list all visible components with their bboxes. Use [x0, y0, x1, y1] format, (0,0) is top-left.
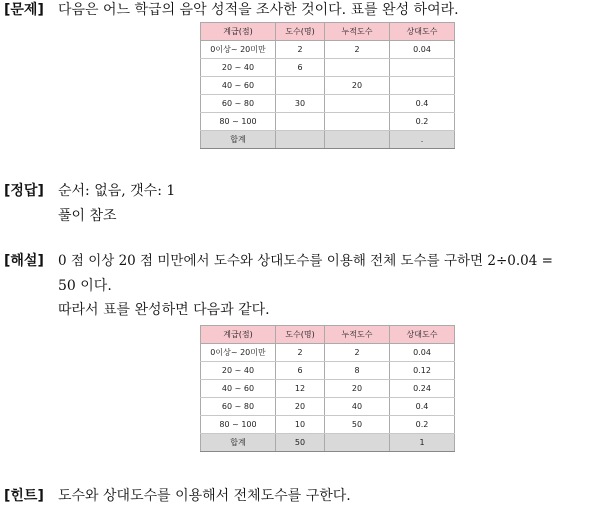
header-relative: 상대도수 [390, 326, 455, 344]
header-class: 계급(점) [201, 326, 276, 344]
cell [390, 59, 455, 77]
cell [325, 131, 390, 149]
problem-table [200, 22, 455, 149]
cell [276, 131, 325, 149]
cell: 20 [325, 380, 390, 398]
cell: 50 [325, 416, 390, 434]
table-row [201, 95, 455, 113]
cell: 2 [276, 344, 325, 362]
header-cumulative: 누적도수 [325, 23, 390, 41]
answer-line-1: 순서: 없음, 갯수: 1 [58, 183, 176, 199]
cell: 0.24 [390, 380, 455, 398]
table-row [201, 41, 455, 59]
table-header-row [201, 326, 455, 344]
cell: 0.2 [390, 416, 455, 434]
cell: 10 [276, 416, 325, 434]
table-row [201, 362, 455, 380]
table-row [201, 77, 455, 95]
cell: 0.12 [390, 362, 455, 380]
cell: 0.2 [390, 113, 455, 131]
table-total-row [201, 434, 455, 452]
header-relative: 상대도수 [390, 23, 455, 41]
header-cumulative: 누적도수 [325, 326, 390, 344]
cell [325, 113, 390, 131]
cell: 2 [325, 41, 390, 59]
cell: 0이상~ 20미만 [201, 41, 276, 59]
cell [276, 113, 325, 131]
cell: 1 [390, 434, 455, 452]
problem-text: 다음은 어느 학급의 음악 성적을 조사한 것이다. 표를 완성 하여라. [58, 2, 459, 18]
explanation-line-2: 50 이다. [58, 278, 112, 294]
table-row [201, 380, 455, 398]
cell: 6 [276, 362, 325, 380]
cell: 2 [276, 41, 325, 59]
cell: 합계 [201, 434, 276, 452]
cell: 0.4 [390, 398, 455, 416]
cell: 2 [325, 344, 390, 362]
cell: 80 ~ 100 [201, 416, 276, 434]
table-total-row [201, 131, 455, 149]
header-frequency: 도수(명) [276, 23, 325, 41]
cell: 0이상~ 20미만 [201, 344, 276, 362]
explanation-line-1: 0 점 이상 20 점 미만에서 도수와 상대도수를 이용해 전체 도수를 구하면 2÷0.04 = [58, 253, 553, 269]
cell: 80 ~ 100 [201, 113, 276, 131]
cell: 6 [276, 59, 325, 77]
table-row [201, 398, 455, 416]
explanation-tag: [해설] [4, 253, 44, 269]
cell: . [390, 131, 455, 149]
table-row [201, 59, 455, 77]
table-row [201, 344, 455, 362]
problem-tag: [문제] [4, 2, 44, 18]
cell: 20 [276, 398, 325, 416]
cell: 8 [325, 362, 390, 380]
table-row [201, 113, 455, 131]
hint-tag: [힌트] [4, 488, 44, 504]
answer-line-2: 풀이 참조 [58, 208, 117, 224]
cell: 0.04 [390, 41, 455, 59]
cell: 50 [276, 434, 325, 452]
cell: 합계 [201, 131, 276, 149]
cell: 60 ~ 80 [201, 95, 276, 113]
cell: 20 ~ 40 [201, 362, 276, 380]
cell: 40 [325, 398, 390, 416]
explanation-line-3: 따라서 표를 완성하면 다음과 같다. [58, 302, 270, 318]
cell [276, 77, 325, 95]
explanation-table [200, 325, 455, 452]
hint-text: 도수와 상대도수를 이용해서 전체도수를 구한다. [58, 488, 351, 504]
cell [325, 59, 390, 77]
cell: 0.04 [390, 344, 455, 362]
answer-tag: [정답] [4, 183, 44, 199]
cell: 20 [325, 77, 390, 95]
cell: 12 [276, 380, 325, 398]
cell [325, 434, 390, 452]
cell: 30 [276, 95, 325, 113]
cell [325, 95, 390, 113]
cell: 60 ~ 80 [201, 398, 276, 416]
cell: 20 ~ 40 [201, 59, 276, 77]
cell [390, 77, 455, 95]
table-row [201, 416, 455, 434]
header-class: 계급(점) [201, 23, 276, 41]
header-frequency: 도수(명) [276, 326, 325, 344]
cell: 40 ~ 60 [201, 380, 276, 398]
cell: 40 ~ 60 [201, 77, 276, 95]
table-header-row [201, 23, 455, 41]
cell: 0.4 [390, 95, 455, 113]
